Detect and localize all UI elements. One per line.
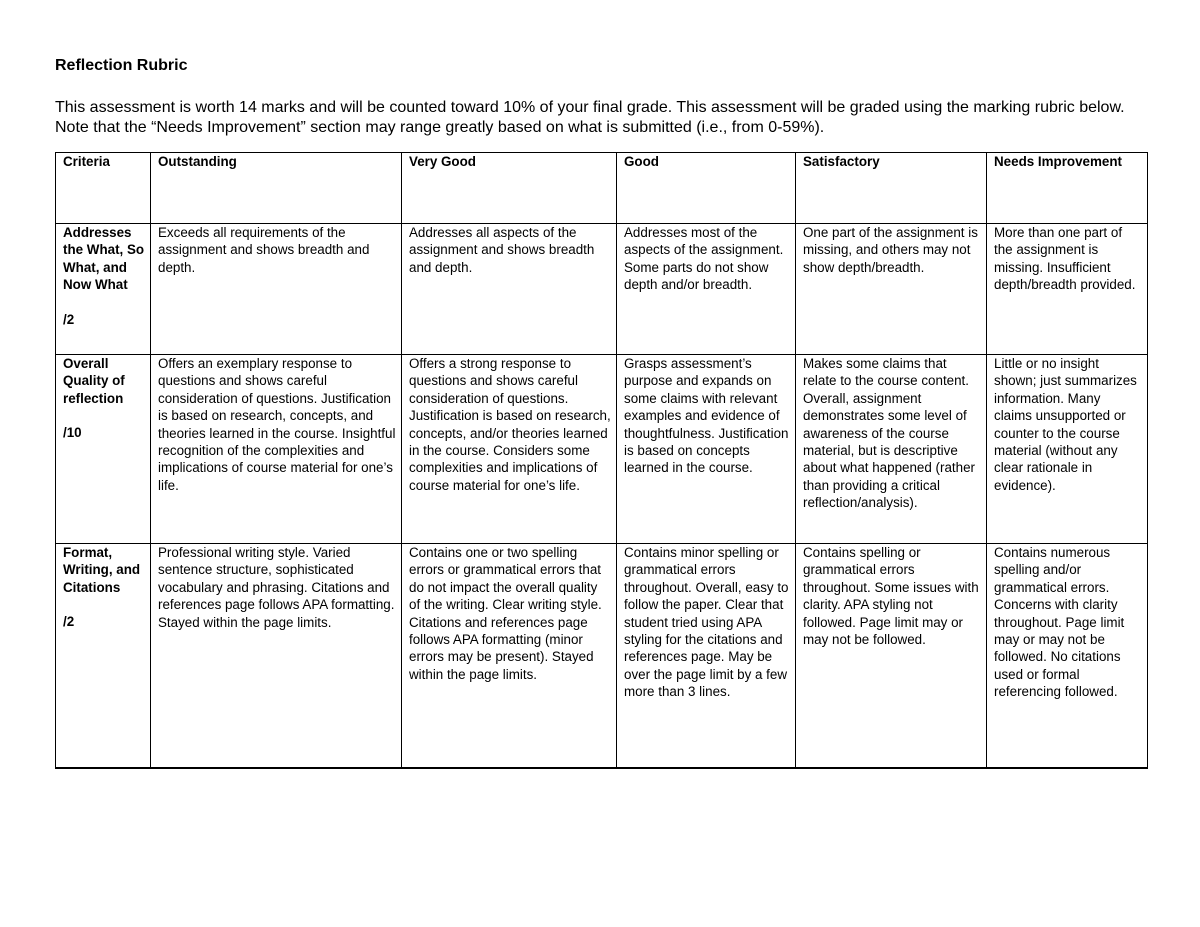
rubric-cell-text: Contains one or two spelling errors or grammatical errors that do not impact the overall quality of the writing. Clear writing style. Citations and references page follows APA formatting (minor errors may be present). Stayed within the page limits.: [409, 545, 602, 682]
intro-paragraph: This assessment is worth 14 marks and will be counted toward 10% of your final grade. This assessment will be graded using the marking rubric below. Note that the “Needs Improvement” section may range greatly based on what is submitted (i.e., from 0-59%).: [55, 99, 1125, 136]
rubric-cell-satisfactory: [796, 544, 987, 768]
rubric-cell-text: One part of the assignment is missing, and others may not show depth/breadth.: [803, 225, 978, 275]
header-very-good: Very Good: [402, 153, 617, 224]
header-good: Good: [617, 153, 796, 224]
rubric-cell-text: Offers an exemplary response to questions and shows careful consideration of questions. Justification is based on research, concepts, and theories learned in the course. Insightful recognition of the complexities and implications of course material for one’s life.: [158, 356, 396, 493]
rubric-cell-very-good: [402, 224, 617, 355]
rubric-cell-needs-improvement: [987, 544, 1148, 768]
rubric-cell-text: Exceeds all requirements of the assignment and shows breadth and depth.: [158, 225, 370, 275]
rubric-cell-text: Addresses all aspects of the assignment and shows breadth and depth.: [409, 225, 595, 275]
rubric-cell-satisfactory: [796, 224, 987, 355]
criterion-marks: /2: [63, 614, 75, 630]
rubric-table: [55, 152, 1148, 769]
criterion-marks: /10: [63, 425, 82, 441]
header-outstanding: Outstanding: [151, 153, 402, 224]
rubric-cell-text: Grasps assessment’s purpose and expands on some claims with relevant examples and evidence of thoughtfulness. Justification is based on concepts learned in the course.: [624, 356, 789, 476]
rubric-cell-outstanding: [151, 544, 402, 768]
criterion-marks: /2: [63, 311, 75, 327]
criterion-cell: [56, 355, 151, 544]
table-row: [56, 224, 1148, 355]
header-satisfactory: Satisfactory: [796, 153, 987, 224]
rubric-cell-outstanding: [151, 355, 402, 544]
rubric-cell-needs-improvement: [987, 355, 1148, 544]
rubric-cell-outstanding: [151, 224, 402, 355]
rubric-cell-text: Makes some claims that relate to the course content. Overall, assignment demonstrates some level of awareness of the course material, but is descriptive about what happened (rather than providing a critical reflection/analysis).: [803, 356, 975, 511]
rubric-cell-text: Contains spelling or grammatical errors throughout. Some issues with clarity. APA styling not followed. Page limit may or may not be followed.: [803, 545, 979, 648]
criterion-cell: [56, 544, 151, 768]
rubric-cell-satisfactory: [796, 355, 987, 544]
rubric-cell-good: [617, 544, 796, 768]
header-needs-improvement: Needs Improvement: [987, 153, 1148, 224]
rubric-cell-text: Addresses most of the aspects of the assignment. Some parts do not show depth and/or breadth.: [624, 225, 784, 293]
header-criteria: Criteria: [56, 153, 151, 224]
rubric-cell-text: Little or no insight shown; just summarizes information. Many claims unsupported or counter to the course material (without any clear rationale in evidence).: [994, 356, 1137, 493]
criterion-name: Addresses the What, So What, and Now What: [63, 225, 145, 293]
rubric-cell-text: Professional writing style. Varied sentence structure, sophisticated vocabulary and phrasing. Citations and references page follows APA formatting. Stayed within the page limits.: [158, 545, 395, 630]
rubric-cell-text: More than one part of the assignment is missing. Insufficient depth/breadth provided.: [994, 225, 1136, 293]
criterion-name: Format, Writing, and Citations: [63, 545, 141, 595]
criterion-cell: [56, 224, 151, 355]
rubric-cell-needs-improvement: [987, 224, 1148, 355]
rubric-cell-text: Contains numerous spelling and/or grammatical errors. Concerns with clarity throughout. Page limit may or may not be followed. No citations used or formal referencing followed.: [994, 545, 1125, 700]
rubric-cell-very-good: [402, 355, 617, 544]
table-row: [56, 544, 1148, 768]
rubric-header-row: [56, 153, 1148, 224]
rubric-cell-text: Contains minor spelling or grammatical errors throughout. Overall, easy to follow the paper. Clear that student tried using APA styling for the citations and references page. May be over the page limit by a few more than 3 lines.: [624, 545, 789, 700]
rubric-cell-text: Offers a strong response to questions and shows careful consideration of questions. Justification is based on research, concepts, and/or theories learned in the course. Considers some complexities and implications of course material for one’s life.: [409, 356, 611, 493]
criterion-name: Overall Quality of reflection: [63, 356, 125, 406]
rubric-cell-very-good: [402, 544, 617, 768]
rubric-cell-good: [617, 224, 796, 355]
rubric-cell-good: [617, 355, 796, 544]
table-row: [56, 355, 1148, 544]
document-title: Reflection Rubric: [55, 57, 188, 74]
